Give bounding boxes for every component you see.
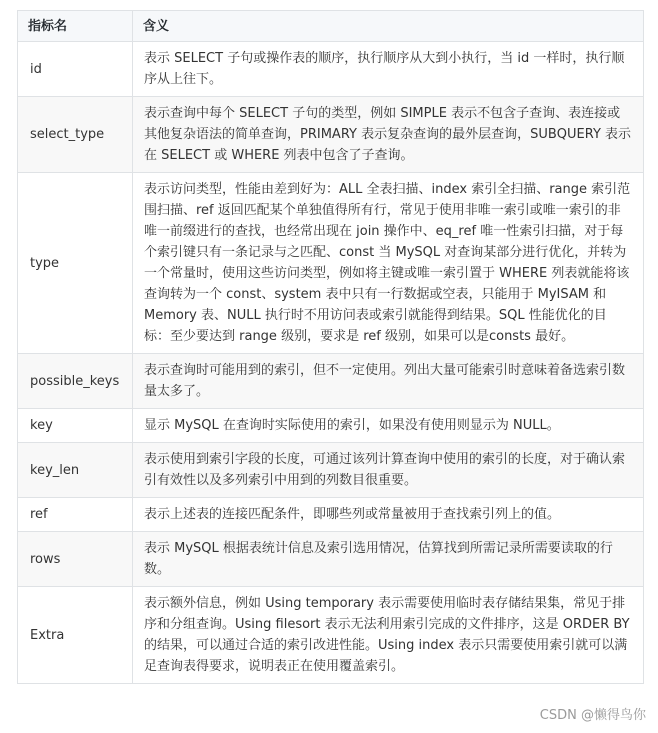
metrics-table bbox=[17, 10, 644, 684]
metric-name-cell: key bbox=[18, 409, 133, 443]
header-meaning: 含义 bbox=[133, 11, 644, 42]
metric-name-cell: select_type bbox=[18, 97, 133, 173]
metric-desc-cell: 表示查询中每个 SELECT 子句的类型，例如 SIMPLE 表示不包含子查询、表连接或其他复杂语法的简单查询，PRIMARY 表示复杂查询的最外层查询，SUBQUERY 表示在 SELECT 或 WHERE 列表中包含了子查询。 bbox=[133, 97, 644, 173]
metric-desc-cell: 表示访问类型，性能由差到好为：ALL 全表扫描、index 索引全扫描、range 索引范围扫描、ref 返回匹配某个单独值得所有行，常见于使用非唯一索引或唯一索引的非唯一前缀进行的查找，也经常出现在 join 操作中、eq_ref 唯一性索引扫描，对于每个索引键只有一条记录与之匹配、const 当 MySQL 对查询某部分进行优化，并转为一个常量时，使用这些访问类型，例如将主键或唯一索引置于 WHERE 列表就能将该查询转为一个 const、system 表中只有一行数据或空表，只能用于 MyISAM 和 Memory 表、NULL 执行时不用访问表或索引就能得到结果。SQL 性能优化的目标：至少要达到 range 级别，要求是 ref 级别，如果可以是consts 最好。 bbox=[133, 173, 644, 354]
metric-name-cell: id bbox=[18, 42, 133, 97]
metric-name-cell: possible_keys bbox=[18, 354, 133, 409]
metric-desc-cell: 表示查询时可能用到的索引，但不一定使用。列出大量可能索引时意味着备选索引数量太多了。 bbox=[133, 354, 644, 409]
metric-desc-cell: 表示额外信息，例如 Using temporary 表示需要使用临时表存储结果集，常见于排序和分组查询。Using filesort 表示无法利用索引完成的文件排序，这是 ORDER BY 的结果，可以通过合适的索引改进性能。Using index 表示只需要使用索引就可以满足查询表得要求，说明表正在使用覆盖索引。 bbox=[133, 587, 644, 684]
metric-desc-cell: 表示 SELECT 子句或操作表的顺序，执行顺序从大到小执行，当 id 一样时，执行顺序从上往下。 bbox=[133, 42, 644, 97]
metric-name-cell: Extra bbox=[18, 587, 133, 684]
table-row bbox=[18, 42, 644, 97]
metric-desc-cell: 显示 MySQL 在查询时实际使用的索引，如果没有使用则显示为 NULL。 bbox=[133, 409, 644, 443]
table-row bbox=[18, 443, 644, 498]
header-metric-name: 指标名 bbox=[18, 11, 133, 42]
table-row bbox=[18, 409, 644, 443]
table-header-row bbox=[18, 11, 644, 42]
metric-desc-cell: 表示使用到索引字段的长度，可通过该列计算查询中使用的索引的长度，对于确认索引有效性以及多列索引中用到的列数目很重要。 bbox=[133, 443, 644, 498]
metric-name-cell: key_len bbox=[18, 443, 133, 498]
metric-name-cell: rows bbox=[18, 532, 133, 587]
table-row bbox=[18, 97, 644, 173]
metric-desc-cell: 表示上述表的连接匹配条件，即哪些列或常量被用于查找索引列上的值。 bbox=[133, 498, 644, 532]
metric-desc-cell: 表示 MySQL 根据表统计信息及索引选用情况，估算找到所需记录所需要读取的行数。 bbox=[133, 532, 644, 587]
csdn-watermark: CSDN @懒得鸟你 bbox=[539, 708, 646, 723]
table-row bbox=[18, 498, 644, 532]
table-row bbox=[18, 587, 644, 684]
table-row bbox=[18, 532, 644, 587]
table-row bbox=[18, 354, 644, 409]
table-row bbox=[18, 173, 644, 354]
metric-name-cell: ref bbox=[18, 498, 133, 532]
metric-name-cell: type bbox=[18, 173, 133, 354]
